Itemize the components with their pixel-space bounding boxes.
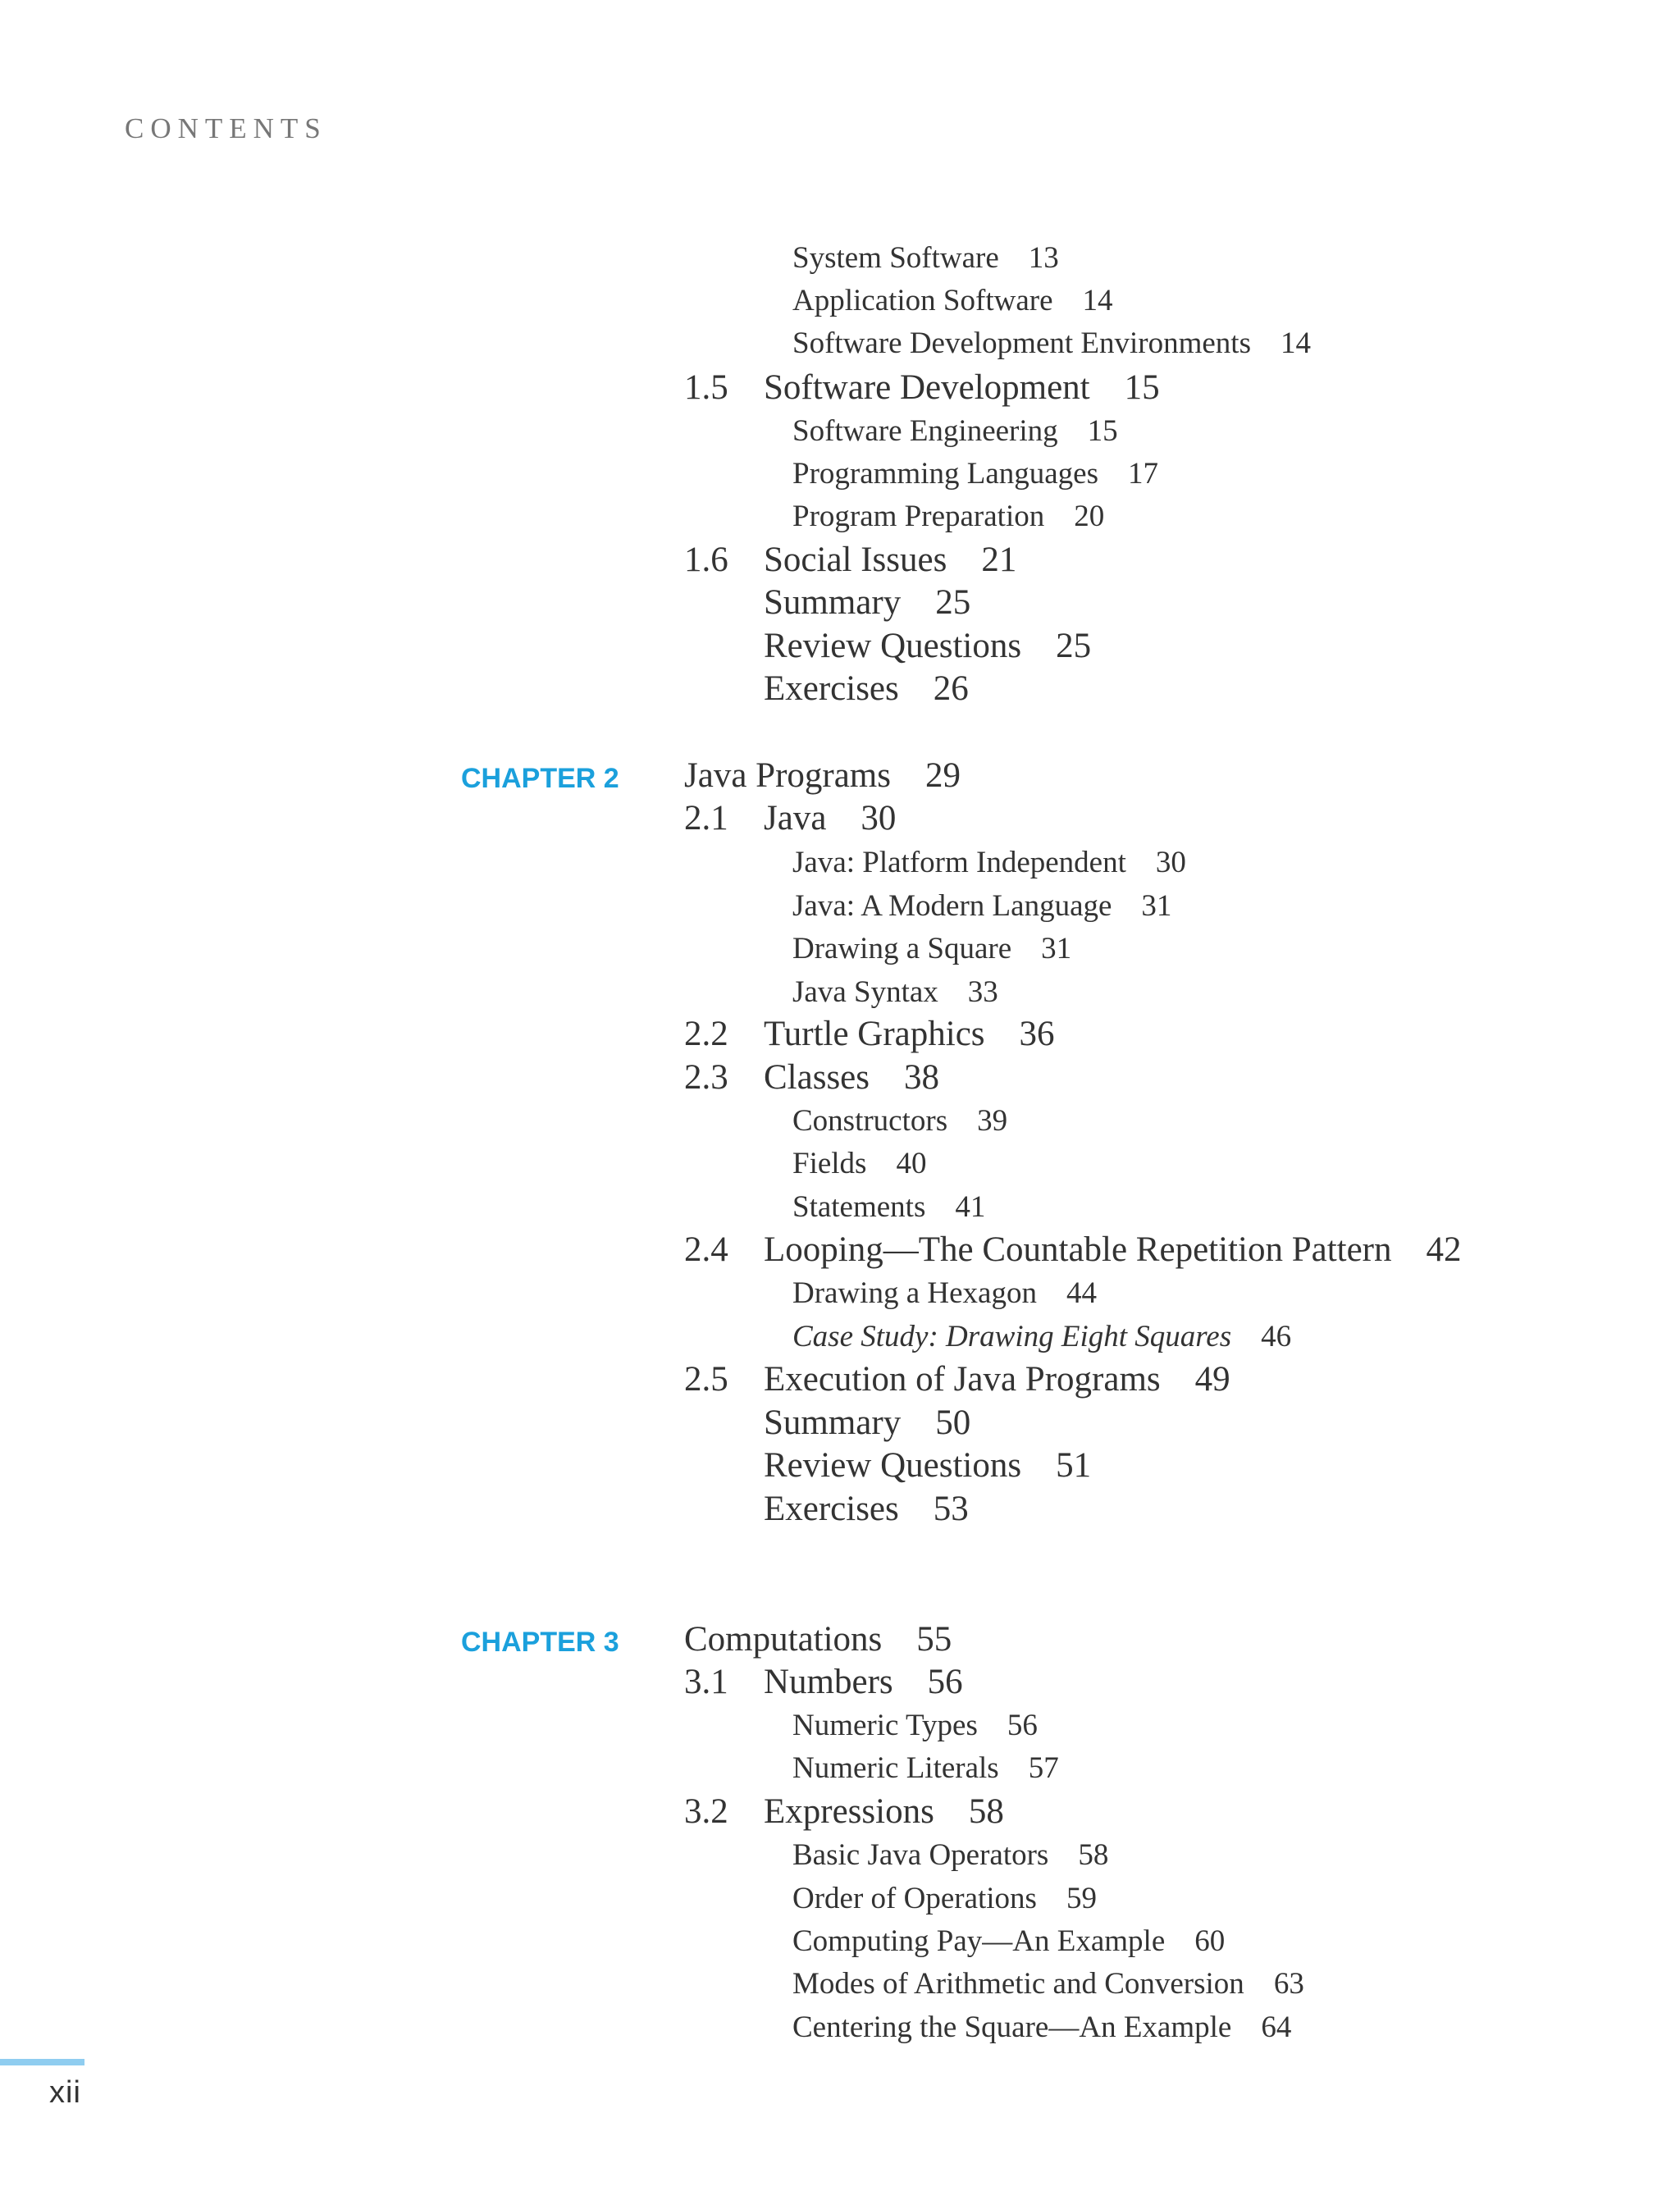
toc-page-number: 64: [1261, 2010, 1292, 2044]
page-number: xii: [49, 2075, 81, 2110]
toc-page-number: 51: [1056, 1446, 1092, 1485]
toc-section-title: Social Issues: [764, 541, 947, 579]
toc-page-number: 58: [1078, 1838, 1109, 1872]
toc-subsection: [792, 501, 1104, 532]
toc-subsection: [792, 243, 1059, 273]
toc-section-number: 2.2: [684, 1015, 728, 1053]
toc-page-number: 60: [1194, 1924, 1226, 1958]
toc-section-number: 1.5: [684, 368, 728, 407]
toc-end-item: [764, 671, 969, 706]
toc-subsection: [792, 933, 1071, 964]
toc-subsection-title: Java Syntax: [792, 975, 938, 1009]
toc-page-number: 25: [1056, 627, 1092, 665]
toc-page-number: 55: [916, 1620, 952, 1659]
toc-page-number: 25: [935, 583, 971, 622]
toc-subsection: [792, 1106, 1007, 1136]
toc-page-number: 63: [1273, 1967, 1304, 2001]
toc-page-number: 33: [967, 975, 998, 1009]
toc-section-title: Turtle Graphics: [764, 1015, 985, 1053]
toc-page-number: 15: [1087, 414, 1118, 448]
toc-end-item-title: Summary: [764, 583, 902, 622]
toc-section-number: 1.6: [684, 541, 728, 579]
toc-end-item: [764, 628, 1091, 664]
toc-subsection: [792, 328, 1311, 358]
toc-subsection: [792, 1753, 1059, 1783]
toc-subsection-title: Java: Platform Independent: [792, 846, 1126, 879]
toc-page-number: 49: [1194, 1360, 1230, 1399]
toc-subsection-title: System Software: [792, 241, 999, 275]
toc-section-number: 2.3: [684, 1058, 728, 1097]
toc-subsection: [792, 1840, 1108, 1870]
toc-page-number: 59: [1066, 1882, 1097, 1915]
toc-subsection: [792, 1278, 1097, 1308]
chapter-label: CHAPTER 2: [461, 763, 619, 794]
toc-end-item: [764, 585, 970, 620]
toc-end-item-title: Exercises: [764, 669, 899, 708]
toc-end-item-title: Summary: [764, 1403, 902, 1442]
toc-page-number: 57: [1028, 1751, 1059, 1785]
footer-rule: [0, 2059, 84, 2065]
running-head: CONTENTS: [125, 112, 327, 144]
toc-section-title: Classes: [764, 1058, 870, 1097]
toc-page-number: 20: [1074, 500, 1105, 533]
toc-subsection: [792, 847, 1186, 878]
toc-subsection-title: Constructors: [792, 1104, 948, 1138]
toc-subsection: [792, 1148, 926, 1179]
toc-subsection-title: Numeric Types: [792, 1709, 978, 1742]
toc-page-number: 42: [1426, 1230, 1462, 1269]
toc-subsection-title: Computing Pay—An Example: [792, 1924, 1166, 1958]
toc-subsection-title: Programming Languages: [792, 457, 1098, 491]
toc-subsection-title: Program Preparation: [792, 500, 1045, 533]
toc-section-number: 2.5: [684, 1360, 728, 1399]
toc-page-number: 14: [1280, 326, 1311, 360]
toc-page-number: 58: [968, 1792, 1004, 1831]
toc-page-number: 30: [861, 799, 897, 838]
toc-end-item-title: Exercises: [764, 1490, 899, 1528]
chapter-title: Java Programs: [684, 756, 891, 795]
toc-chapter-title: [684, 758, 961, 793]
toc-subsection-title: Numeric Literals: [792, 1751, 999, 1785]
toc-subsection: [792, 977, 998, 1007]
toc-page-number: 31: [1041, 932, 1072, 965]
toc-page-number: 36: [1019, 1015, 1055, 1053]
toc-page-number: 31: [1141, 889, 1172, 923]
toc-end-item-title: Review Questions: [764, 627, 1022, 665]
toc-subsection: [792, 891, 1171, 921]
toc-page-number: 39: [977, 1104, 1008, 1138]
toc-page-number: 40: [896, 1147, 927, 1180]
toc-subsection-title: Software Development Environments: [792, 326, 1251, 360]
toc-page-number: 21: [981, 541, 1017, 579]
toc-page-number: 56: [927, 1663, 963, 1701]
toc-subsection: [792, 1710, 1038, 1741]
toc-page-number: 14: [1082, 284, 1113, 317]
toc-page-number: 53: [933, 1490, 969, 1528]
toc-subsection-title: Java: A Modern Language: [792, 889, 1112, 923]
toc-page-number: 26: [933, 669, 969, 708]
toc-section-number: 3.2: [684, 1792, 728, 1831]
toc-subsection-title: Drawing a Square: [792, 932, 1012, 965]
toc-page-number: 44: [1066, 1276, 1097, 1310]
toc-end-item-title: Review Questions: [764, 1446, 1022, 1485]
toc-section-title: Looping—The Countable Repetition Pattern: [764, 1230, 1392, 1269]
toc-subsection-title: Fields: [792, 1147, 867, 1180]
toc-section-title: Execution of Java Programs: [764, 1360, 1161, 1399]
toc-subsection: [792, 1321, 1291, 1352]
toc-subsection: [792, 459, 1158, 489]
toc-subsection-title: Statements: [792, 1190, 926, 1224]
toc-subsection-title: Order of Operations: [792, 1882, 1037, 1915]
toc-subsection: [792, 1926, 1225, 1956]
toc-page-number: 56: [1007, 1709, 1038, 1742]
toc-subsection: [792, 2012, 1291, 2042]
toc-section-number: 2.1: [684, 799, 728, 838]
chapter-label: CHAPTER 3: [461, 1627, 619, 1658]
toc-page-number: 29: [924, 756, 961, 795]
toc-subsection: [792, 416, 1118, 446]
toc-page-number: 30: [1155, 846, 1186, 879]
toc-subsection: [792, 285, 1113, 316]
toc-end-item: [764, 1448, 1091, 1483]
toc-section-title: Numbers: [764, 1663, 893, 1701]
toc-subsection-title: Application Software: [792, 284, 1053, 317]
toc-subsection-title: Centering the Square—An Example: [792, 2010, 1232, 2044]
toc-subsection-title: Basic Java Operators: [792, 1838, 1049, 1872]
toc-section-title: Software Development: [764, 368, 1090, 407]
toc-end-item: [764, 1491, 969, 1527]
toc-subsection-title: Modes of Arithmetic and Conversion: [792, 1967, 1244, 2001]
toc-page-number: 38: [904, 1058, 939, 1097]
toc-section-number: 2.4: [684, 1230, 728, 1269]
toc-page-number: 50: [935, 1403, 971, 1442]
toc-page-number: 46: [1261, 1320, 1292, 1353]
toc-page-number: 15: [1124, 368, 1160, 407]
toc-subsection-title: Software Engineering: [792, 414, 1058, 448]
toc-page-number: 41: [955, 1190, 986, 1224]
toc-section-title: Expressions: [764, 1792, 934, 1831]
toc-section-number: 3.1: [684, 1663, 728, 1701]
toc-subsection: [792, 1883, 1097, 1914]
toc-subsection: [792, 1969, 1304, 1999]
toc-subsection-title: Drawing a Hexagon: [792, 1276, 1037, 1310]
toc-subsection: [792, 1192, 985, 1222]
toc-page-number: 13: [1028, 241, 1059, 275]
toc-subsection-title: Case Study: Drawing Eight Squares: [792, 1320, 1232, 1353]
toc-end-item: [764, 1405, 970, 1440]
toc-page-number: 17: [1128, 457, 1158, 491]
chapter-title: Computations: [684, 1620, 883, 1659]
toc-chapter-title: [684, 1622, 952, 1657]
toc-section-title: Java: [764, 799, 827, 838]
